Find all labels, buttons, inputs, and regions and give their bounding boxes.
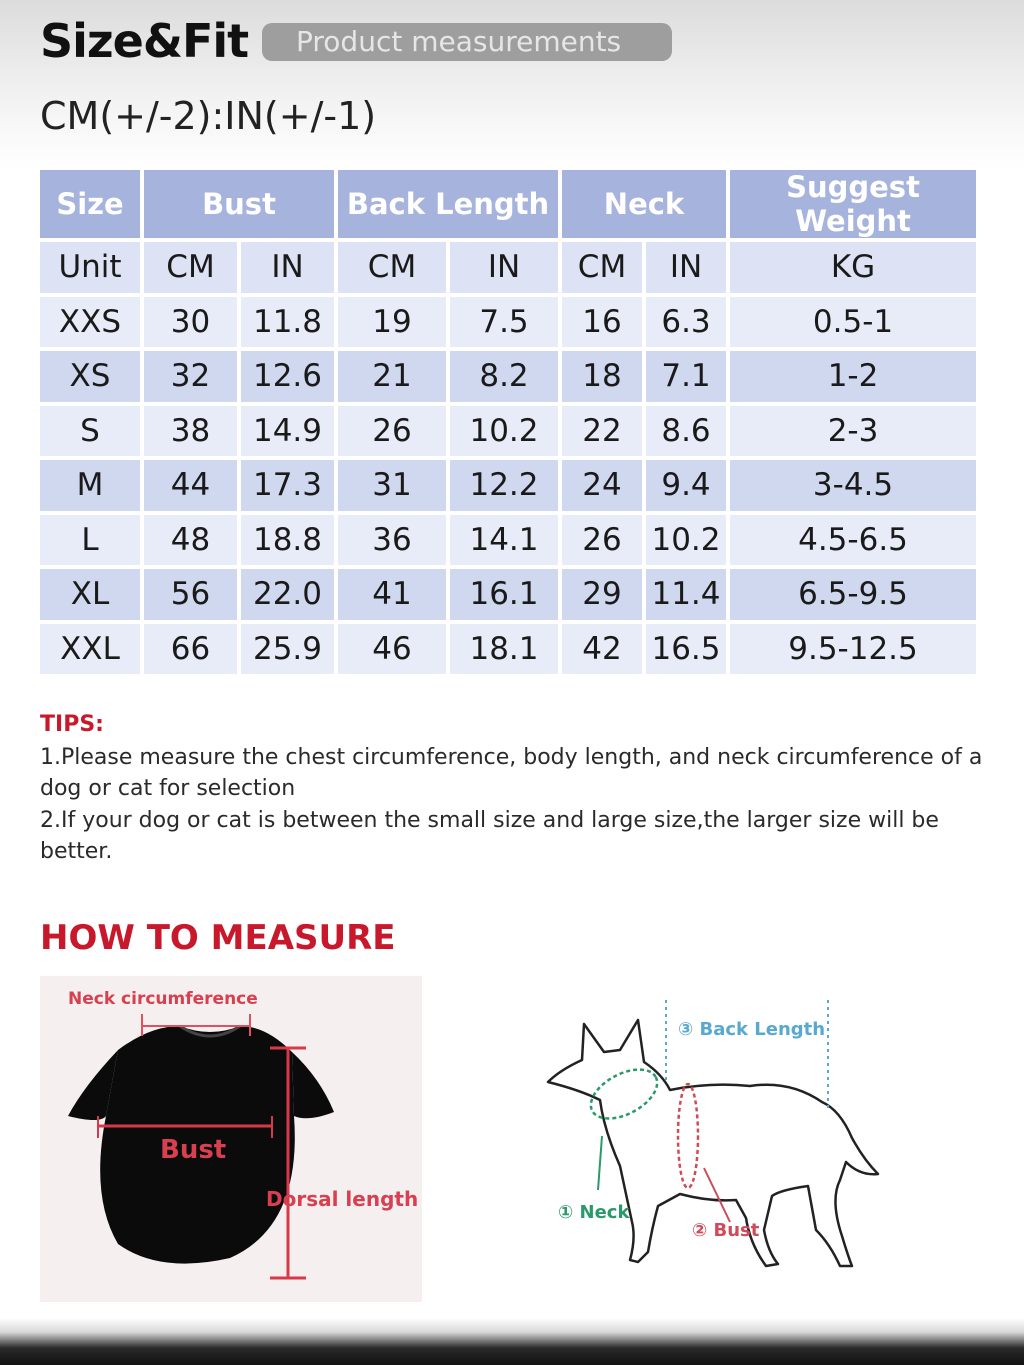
tip-item: 2.If your dog or cat is between the small size and large size,the larger size will be better. — [40, 808, 939, 864]
table-cell: XL — [40, 569, 140, 620]
size-table — [36, 166, 980, 678]
table-row — [40, 406, 976, 457]
unit-cell: IN — [241, 242, 334, 293]
table-cell: 9.4 — [646, 460, 726, 511]
table-cell: 16.5 — [646, 624, 726, 675]
table-cell: 7.1 — [646, 351, 726, 402]
table-cell: 38 — [144, 406, 237, 457]
shirt-sleeve-right — [292, 1052, 334, 1118]
table-row — [40, 351, 976, 402]
table-cell: 44 — [144, 460, 237, 511]
table-cell: 6.5-9.5 — [730, 569, 976, 620]
table-cell: 21 — [338, 351, 446, 402]
unit-cell: IN — [646, 242, 726, 293]
table-cell: 9.5-12.5 — [730, 624, 976, 675]
table-cell: 7.5 — [450, 297, 558, 348]
unit-cell: CM — [144, 242, 237, 293]
table-cell: 24 — [562, 460, 642, 511]
label-dog-bust: ② Bust — [692, 1220, 760, 1241]
table-cell: XXS — [40, 297, 140, 348]
table-cell: 2-3 — [730, 406, 976, 457]
table-cell: 66 — [144, 624, 237, 675]
label-back-length: ③ Back Length — [678, 1019, 826, 1040]
table-cell: 18.1 — [450, 624, 558, 675]
table-cell: 31 — [338, 460, 446, 511]
header-size: Size — [40, 170, 140, 238]
table-cell: 1-2 — [730, 351, 976, 402]
table-cell: 17.3 — [241, 460, 334, 511]
table-cell: XXL — [40, 624, 140, 675]
page-title: Size&Fit — [40, 14, 249, 68]
table-cell: 32 — [144, 351, 237, 402]
table-header-row — [40, 170, 976, 238]
table-cell: M — [40, 460, 140, 511]
table-cell: 30 — [144, 297, 237, 348]
table-cell: 14.1 — [450, 515, 558, 566]
table-cell: 14.9 — [241, 406, 334, 457]
table-cell: 19 — [338, 297, 446, 348]
table-cell: 25.9 — [241, 624, 334, 675]
table-cell: 22.0 — [241, 569, 334, 620]
header-neck: Neck — [562, 170, 726, 238]
table-cell: 12.6 — [241, 351, 334, 402]
table-cell: S — [40, 406, 140, 457]
table-cell: 11.8 — [241, 297, 334, 348]
shirt-illustration — [40, 976, 422, 1302]
table-cell: 6.3 — [646, 297, 726, 348]
tips-heading: TIPS: — [40, 712, 104, 737]
unit-cell: CM — [562, 242, 642, 293]
table-cell: 26 — [338, 406, 446, 457]
table-cell: 29 — [562, 569, 642, 620]
table-row — [40, 624, 976, 675]
table-cell: 8.2 — [450, 351, 558, 402]
table-cell: 3-4.5 — [730, 460, 976, 511]
shirt-diagram — [40, 976, 422, 1302]
header-bust: Bust — [144, 170, 334, 238]
bottom-bar — [0, 1318, 1024, 1365]
table-row — [40, 460, 976, 511]
tip-item: 1.Please measure the chest circumference, body length, and neck circumference of a dog or cat for selection — [40, 745, 983, 801]
table-cell: 12.2 — [450, 460, 558, 511]
table-cell: 10.2 — [450, 406, 558, 457]
table-cell: 42 — [562, 624, 642, 675]
table-cell: 26 — [562, 515, 642, 566]
table-cell: 36 — [338, 515, 446, 566]
label-dorsal-length: Dorsal length — [266, 1187, 419, 1211]
unit-cell: CM — [338, 242, 446, 293]
table-cell: 11.4 — [646, 569, 726, 620]
how-to-measure-heading: HOW TO MEASURE — [40, 918, 396, 958]
unit-cell: IN — [450, 242, 558, 293]
label-neck: ① Neck — [558, 1202, 630, 1223]
table-cell: 16 — [562, 297, 642, 348]
table-row — [40, 569, 976, 620]
unit-cell: Unit — [40, 242, 140, 293]
table-cell: 22 — [562, 406, 642, 457]
dog-diagram — [540, 990, 900, 1280]
table-cell: 48 — [144, 515, 237, 566]
header-suggest-weight: Suggest Weight — [730, 170, 976, 238]
table-row — [40, 515, 976, 566]
label-neck-circumference: Neck circumference — [68, 989, 258, 1009]
product-measurements-badge: Product measurements — [262, 23, 672, 61]
table-cell: 10.2 — [646, 515, 726, 566]
label-bust: Bust — [160, 1135, 227, 1165]
table-cell: 18 — [562, 351, 642, 402]
table-cell: XS — [40, 351, 140, 402]
table-cell: L — [40, 515, 140, 566]
table-cell: 0.5-1 — [730, 297, 976, 348]
table-cell: 4.5-6.5 — [730, 515, 976, 566]
table-row — [40, 297, 976, 348]
units-tolerance-note: CM(+/-2):IN(+/-1) — [40, 94, 377, 138]
table-cell: 46 — [338, 624, 446, 675]
table-cell: 18.8 — [241, 515, 334, 566]
table-cell: 8.6 — [646, 406, 726, 457]
unit-row — [40, 242, 976, 293]
dog-illustration — [540, 990, 900, 1280]
unit-cell: KG — [730, 242, 976, 293]
table-cell: 16.1 — [450, 569, 558, 620]
header-back-length: Back Length — [338, 170, 558, 238]
table-cell: 41 — [338, 569, 446, 620]
table-cell: 56 — [144, 569, 237, 620]
